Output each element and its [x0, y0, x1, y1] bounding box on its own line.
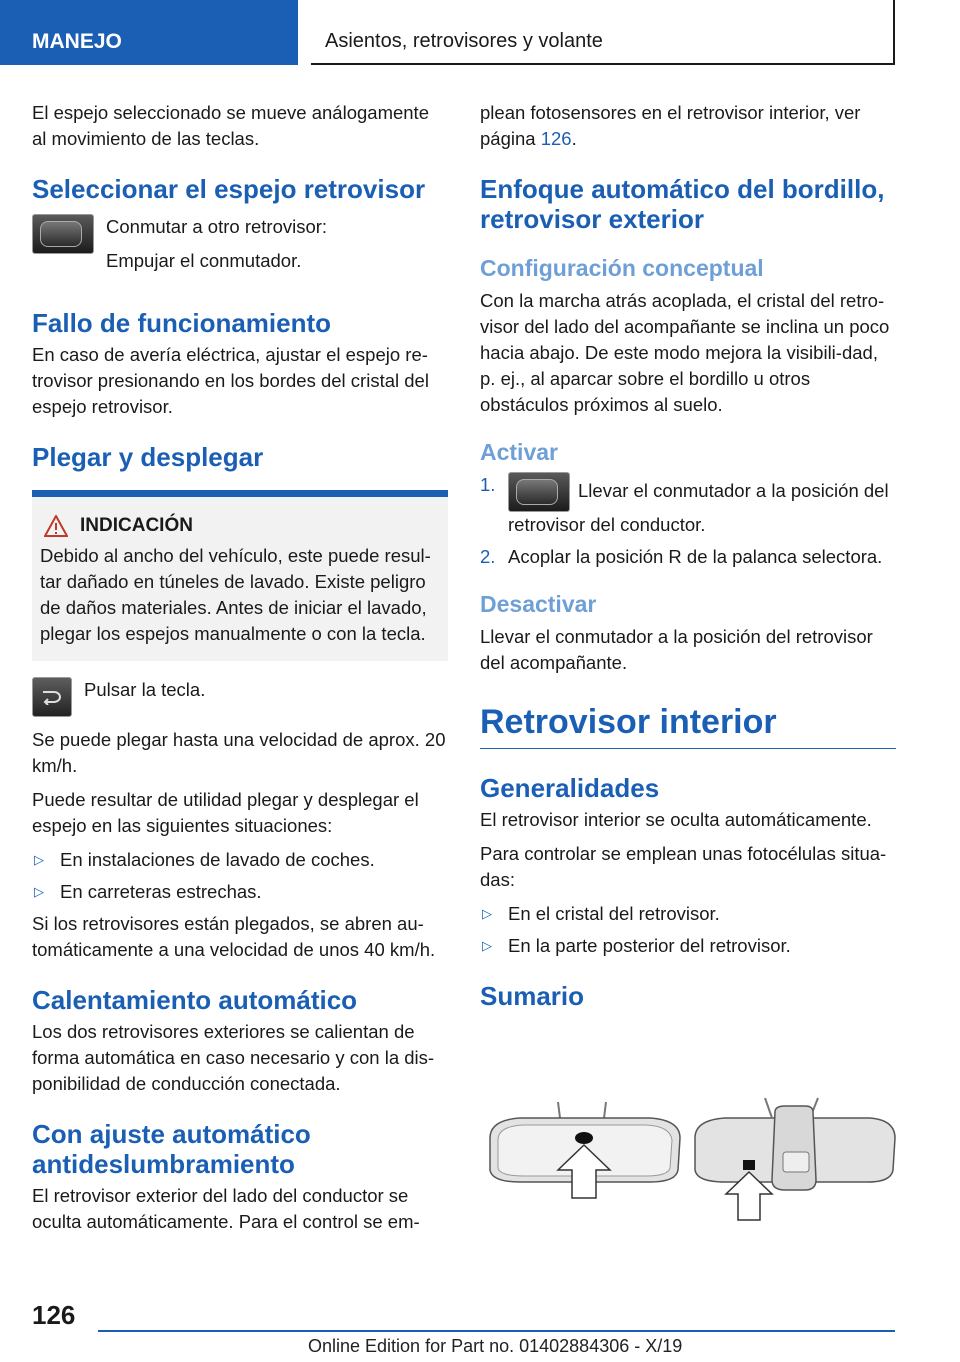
mirror-front-image [490, 1102, 680, 1198]
antidazzle-text: El retrovisor exterior del lado del conductor se oculta automáticamente. Para el control se em- [32, 1185, 420, 1232]
select-line-1: Conmutar a otro retrovisor: [106, 216, 328, 237]
summary-heading: Sumario [480, 981, 585, 1011]
page-link[interactable]: 126 [540, 128, 572, 149]
left-column [32, 100, 448, 1243]
chapter-title: Asientos, retrovisores y volante [311, 0, 895, 65]
edition-footer: Online Edition for Part no. 01402884306 - X/19 [308, 1336, 683, 1356]
page-number: 126 [32, 1300, 76, 1330]
select-mirror-heading: Seleccionar el espejo retrovisor [32, 174, 426, 204]
list-item: ▷ En el cristal del retrovisor. [480, 901, 896, 927]
step-item: 1. Llevar el conmutador a la posición del retrovisor del conductor. [480, 474, 889, 535]
malfunction-heading: Fallo de funcionamiento [32, 308, 332, 338]
fold-key-row [32, 677, 448, 717]
list-item: ▷ En instalaciones de lavado de coches. [32, 847, 448, 873]
notice-box [32, 490, 448, 661]
curb-heading: Enfoque automático del bordillo, retrovisor exterior [480, 174, 885, 234]
section-tab: MANEJO [0, 0, 298, 65]
unfold-text: Si los retrovisores están plegados, se abren au-tomáticamente a una velocidad de unos 40 km/h. [32, 913, 436, 960]
mirror-switch-icon [508, 472, 570, 512]
deactivate-text: Llevar el conmutador a la posición del retrovisor del acompañante. [480, 626, 873, 673]
fold-mirror-key-icon [32, 677, 72, 717]
antidazzle-heading: Con ajuste automático antideslumbramiento [32, 1119, 311, 1179]
list-item: ▷ En carreteras estrechas. [32, 879, 448, 905]
mirror-rear-image [695, 1098, 895, 1220]
step-item: 2. Acoplar la posición R de la palanca selectora. [480, 546, 883, 567]
select-line-2: Empujar el conmutador. [106, 250, 302, 271]
heating-heading: Calentamiento automático [32, 985, 358, 1015]
photocell-list [480, 901, 896, 959]
footer-divider [98, 1330, 895, 1332]
useful-text: Puede resultar de utilidad plegar y desplegar el espejo en las siguientes situaciones: [32, 789, 419, 836]
concept-heading: Configuración conceptual [480, 255, 764, 281]
warning-icon [44, 515, 68, 537]
intro-paragraph: El espejo seleccionado se mueve análogamente al movimiento de las teclas. [32, 102, 429, 149]
general-heading: Generalidades [480, 773, 660, 803]
heating-text: Los dos retrovisores exteriores se calientan de forma automática en caso necesario y con la dis-ponibilidad de conducción conectada. [32, 1021, 435, 1094]
mirror-switch-icon [32, 214, 94, 254]
activate-heading: Activar [480, 439, 558, 465]
malfunction-text: En caso de avería eléctrica, ajustar el espejo re-trovisor presionando en los bordes del cristal del espejo retrovisor. [32, 344, 429, 417]
general-text-2: Para controlar se emplean unas fotocélulas situa-das: [480, 843, 887, 890]
interior-mirror-heading: Retrovisor interior [480, 702, 896, 749]
fold-heading: Plegar y desplegar [32, 442, 264, 472]
notice-label: INDICACIÓN [80, 515, 193, 536]
fold-situations-list [32, 847, 448, 905]
speed-text: Se puede plegar hasta una velocidad de aprox. 20 km/h. [32, 729, 446, 776]
interior-mirror-illustration [480, 1090, 900, 1230]
general-text-1: El retrovisor interior se oculta automáticamente. [480, 809, 872, 830]
press-key-text: Pulsar la tecla. [84, 679, 206, 700]
deactivate-heading: Desactivar [480, 591, 597, 617]
activate-steps [480, 472, 896, 570]
list-item: ▷ En la parte posterior del retrovisor. [480, 933, 896, 959]
notice-text: Debido al ancho del vehículo, este puede resul-tar dañado en túneles de lavado. Existe peligro de daños materiales. Antes de iniciar el lavado, plegar los espejos manualmente o con la tecla. [40, 545, 431, 644]
continued-text: plean fotosensores en el retrovisor interior, ver página 126. [480, 102, 861, 149]
right-column [480, 100, 896, 1015]
select-mirror-row [32, 214, 448, 282]
concept-text: Con la marcha atrás acoplada, el cristal del retro-visor del lado del acompañante se inclina un poco hacia abajo. De este modo mejora la visibili-dad, p. ej., al aparcar sobre el bordillo u otros obstáculos próximos al suelo. [480, 290, 890, 415]
